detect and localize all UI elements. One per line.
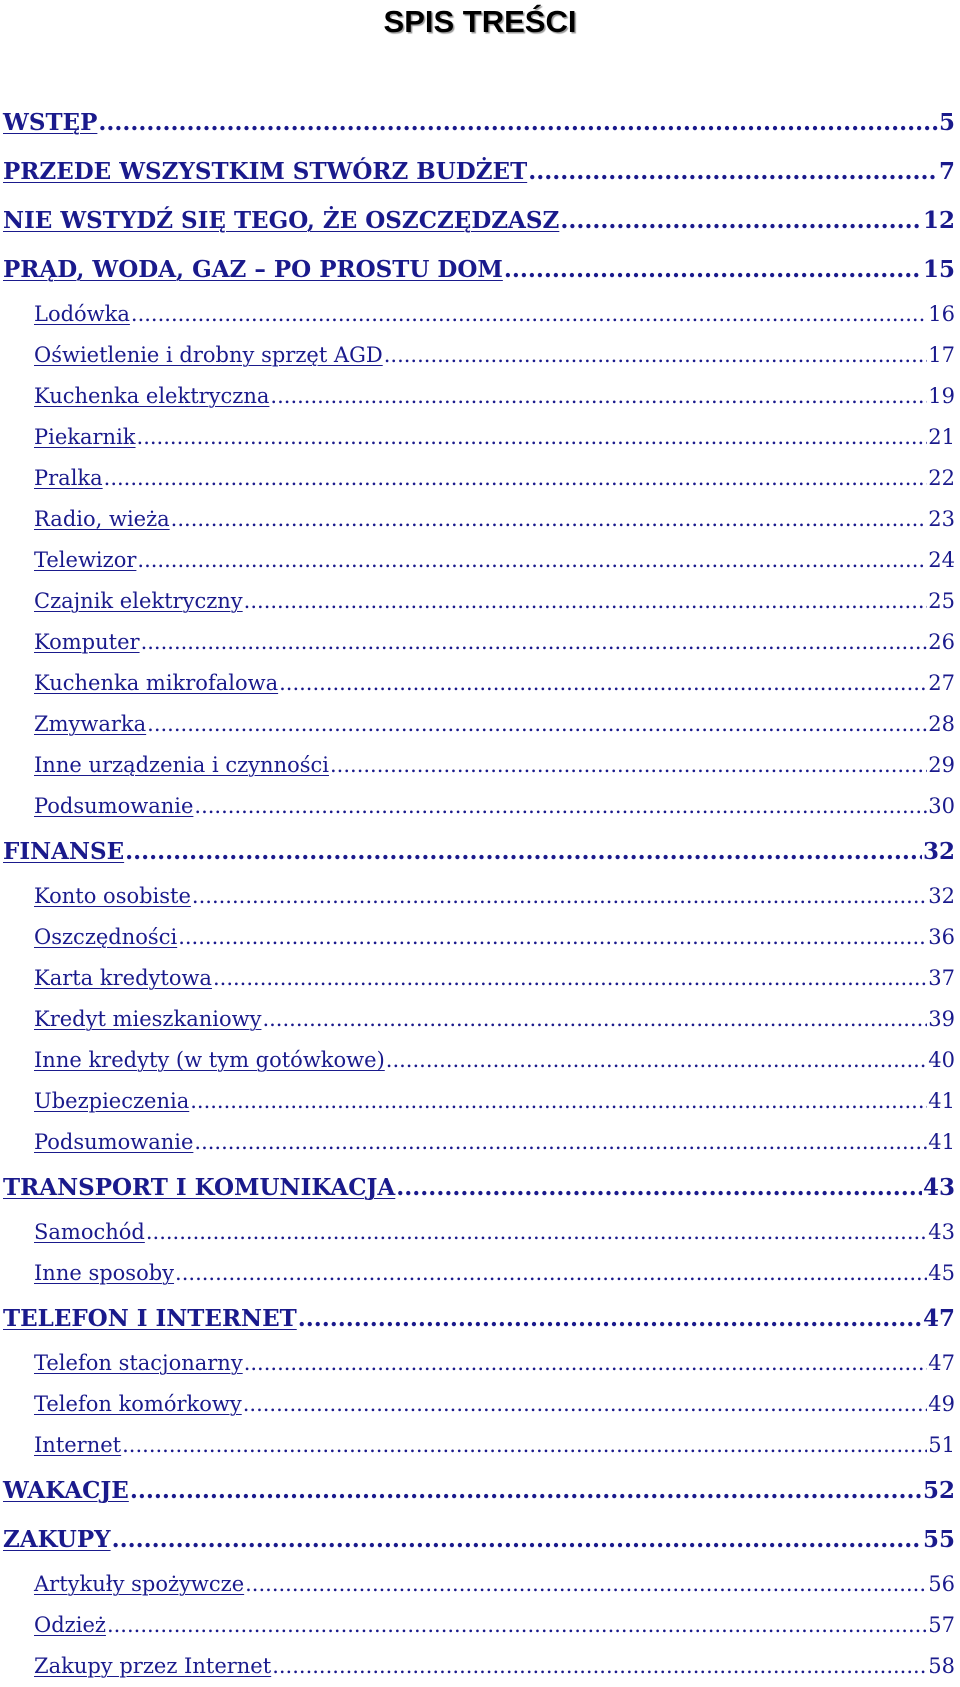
dot-leader	[141, 622, 928, 663]
dot-leader	[190, 1081, 927, 1122]
dot-leader	[262, 999, 927, 1040]
toc-page-number: 57	[928, 1613, 955, 1637]
toc-entry-link[interactable]: Artykuły spożywcze	[34, 1572, 245, 1596]
toc-section-entry[interactable]	[0, 786, 960, 827]
toc-section-entry[interactable]	[0, 876, 960, 917]
toc-entry-link[interactable]: Komputer	[34, 630, 140, 654]
dot-leader	[107, 1605, 927, 1646]
dot-leader	[194, 1122, 927, 1163]
toc-page-number: 30	[928, 794, 955, 818]
toc-page-number: 15	[922, 256, 955, 283]
toc-entry-link[interactable]: ZAKUPY	[3, 1526, 111, 1553]
toc-page-number: 24	[928, 548, 955, 572]
toc-page-number: 27	[928, 671, 955, 695]
toc-entry-link[interactable]: Piekarnik	[34, 425, 136, 449]
toc-entry-link[interactable]: PRZEDE WSZYSTKIM STWÓRZ BUDŻET	[3, 158, 528, 185]
toc-page-number: 29	[928, 753, 955, 777]
toc-entry-link[interactable]: Kredyt mieszkaniowy	[34, 1007, 262, 1031]
dot-leader	[386, 1040, 928, 1081]
toc-entry-link[interactable]: WSTĘP	[3, 109, 98, 136]
toc-entry-link[interactable]: TELEFON I INTERNET	[3, 1305, 297, 1332]
dot-leader	[244, 581, 928, 622]
toc-entry-link[interactable]: Podsumowanie	[34, 794, 194, 818]
toc-entry-link[interactable]: Oświetlenie i drobny sprzęt AGD	[34, 343, 383, 367]
toc-page-number: 58	[928, 1654, 955, 1678]
dot-leader	[175, 1253, 927, 1294]
toc-section-entry[interactable]	[0, 1564, 960, 1605]
dot-leader	[130, 1466, 922, 1515]
dot-leader	[279, 663, 927, 704]
toc-chapter-entry[interactable]	[0, 827, 960, 876]
toc-entry-link[interactable]: Kuchenka elektryczna	[34, 384, 270, 408]
dot-leader	[112, 1515, 922, 1564]
toc-entry-link[interactable]: Samochód	[34, 1220, 145, 1244]
dot-leader	[137, 540, 927, 581]
toc-section-entry[interactable]	[0, 1081, 960, 1122]
toc-chapter-entry[interactable]	[0, 196, 960, 245]
toc-entry-link[interactable]: Podsumowanie	[34, 1130, 194, 1154]
toc-section-entry[interactable]	[0, 663, 960, 704]
toc-section-entry[interactable]	[0, 917, 960, 958]
toc-entry-link[interactable]: Zakupy przez Internet	[34, 1654, 272, 1678]
toc-page-number: 41	[928, 1130, 955, 1154]
toc-page-number: 17	[928, 343, 955, 367]
toc-page-number: 47	[922, 1305, 955, 1332]
toc-entry-link[interactable]: Radio, wieża	[34, 507, 170, 531]
toc-entry-link[interactable]: Karta kredytowa	[34, 966, 212, 990]
page-title: SPIS TREŚCI	[383, 4, 577, 39]
toc-page-number: 47	[928, 1351, 955, 1375]
toc-entry-link[interactable]: Telefon komórkowy	[34, 1392, 242, 1416]
toc-chapter-entry[interactable]	[0, 1294, 960, 1343]
toc-chapter-entry[interactable]	[0, 1163, 960, 1212]
toc-page-number: 43	[922, 1174, 955, 1201]
toc-section-entry[interactable]	[0, 745, 960, 786]
toc-page-number: 55	[922, 1526, 955, 1553]
toc-section-entry[interactable]	[0, 622, 960, 663]
toc-page-number: 28	[928, 712, 955, 736]
toc-section-entry[interactable]	[0, 1212, 960, 1253]
toc-entry-link[interactable]: Kuchenka mikrofalowa	[34, 671, 279, 695]
dot-leader	[384, 335, 928, 376]
toc-page-number: 36	[928, 925, 955, 949]
toc-section-entry[interactable]	[0, 1040, 960, 1081]
dot-leader	[137, 417, 928, 458]
dot-leader	[244, 1343, 928, 1384]
toc-section-entry[interactable]	[0, 1122, 960, 1163]
toc-chapter-entry[interactable]	[0, 245, 960, 294]
toc-page-number: 23	[928, 507, 955, 531]
toc-entry-link[interactable]: Internet	[34, 1433, 122, 1457]
toc-section-entry[interactable]	[0, 958, 960, 999]
toc-page-number: 7	[938, 158, 955, 185]
dot-leader	[330, 745, 927, 786]
toc-section-entry[interactable]	[0, 335, 960, 376]
toc-page-number: 25	[928, 589, 955, 613]
toc-page-number: 5	[938, 109, 955, 136]
toc-entry-link[interactable]: NIE WSTYDŹ SIĘ TEGO, ŻE OSZCZĘDZASZ	[3, 207, 560, 234]
dot-leader	[104, 458, 928, 499]
dot-leader	[171, 499, 928, 540]
toc-section-entry[interactable]	[0, 1605, 960, 1646]
dot-leader	[213, 958, 927, 999]
dot-leader	[560, 196, 922, 245]
dot-leader	[504, 245, 922, 294]
toc-page-number: 49	[928, 1392, 955, 1416]
toc-section-entry[interactable]	[0, 458, 960, 499]
dot-leader	[147, 704, 927, 745]
toc-page-number: 52	[922, 1477, 955, 1504]
toc-entry-link[interactable]: Telefon stacjonarny	[34, 1351, 243, 1375]
dot-leader	[122, 1425, 927, 1466]
dot-leader	[528, 147, 938, 196]
dot-leader	[146, 1212, 927, 1253]
toc-entry-link[interactable]: Konto osobiste	[34, 884, 191, 908]
dot-leader	[298, 1294, 922, 1343]
toc-entry-link[interactable]: Zmywarka	[34, 712, 147, 736]
toc-section-entry[interactable]	[0, 417, 960, 458]
toc-page-number: 16	[928, 302, 955, 326]
toc-entry-link[interactable]: Czajnik elektryczny	[34, 589, 243, 613]
toc-entry-link[interactable]: PRĄD, WODA, GAZ – PO PROSTU DOM	[3, 256, 503, 283]
toc-chapter-entry[interactable]	[0, 98, 960, 147]
toc-section-entry[interactable]	[0, 499, 960, 540]
toc-page-number: 51	[928, 1433, 955, 1457]
toc-page-number: 37	[928, 966, 955, 990]
toc-page-number: 12	[922, 207, 955, 234]
dot-leader	[270, 376, 927, 417]
toc-entry-link[interactable]: Inne urządzenia i czynności	[34, 753, 329, 777]
toc-section-entry[interactable]	[0, 1253, 960, 1294]
toc-entry-link[interactable]: Oszczędności	[34, 925, 178, 949]
dot-leader	[243, 1384, 928, 1425]
dot-leader	[272, 1646, 927, 1687]
table-of-contents	[0, 98, 960, 1687]
toc-section-entry[interactable]	[0, 999, 960, 1040]
toc-page-number: 39	[928, 1007, 955, 1031]
toc-entry-link[interactable]: Inne sposoby	[34, 1261, 175, 1285]
dot-leader	[192, 876, 927, 917]
toc-chapter-entry[interactable]	[0, 1466, 960, 1515]
toc-page-number: 45	[928, 1261, 955, 1285]
toc-entry-link[interactable]: Pralka	[34, 466, 103, 490]
toc-entry-link[interactable]: Lodówka	[34, 302, 130, 326]
toc-page-number: 43	[928, 1220, 955, 1244]
toc-section-entry[interactable]	[0, 581, 960, 622]
dot-leader	[245, 1564, 927, 1605]
toc-page-number: 40	[928, 1048, 955, 1072]
toc-page-number: 19	[928, 384, 955, 408]
toc-section-entry[interactable]	[0, 1425, 960, 1466]
toc-entry-link[interactable]: WAKACJE	[3, 1477, 129, 1504]
dot-leader	[194, 786, 927, 827]
toc-entry-link[interactable]: Inne kredyty (w tym gotówkowe)	[34, 1048, 385, 1072]
toc-section-entry[interactable]	[0, 1343, 960, 1384]
toc-entry-link[interactable]: FINANSE	[3, 838, 125, 865]
toc-chapter-entry[interactable]	[0, 147, 960, 196]
toc-page-number: 21	[928, 425, 955, 449]
toc-chapter-entry[interactable]	[0, 1515, 960, 1564]
toc-page-number: 32	[922, 838, 955, 865]
toc-entry-link[interactable]: Telewizor	[34, 548, 137, 572]
toc-section-entry[interactable]	[0, 1646, 960, 1687]
toc-section-entry[interactable]	[0, 540, 960, 581]
toc-entry-link[interactable]: Ubezpieczenia	[34, 1089, 190, 1113]
toc-page-number: 26	[928, 630, 955, 654]
dot-leader	[178, 917, 927, 958]
dot-leader	[131, 294, 927, 335]
dot-leader	[396, 1163, 922, 1212]
dot-leader	[98, 98, 938, 147]
toc-section-entry[interactable]	[0, 376, 960, 417]
toc-page-number: 32	[928, 884, 955, 908]
toc-entry-link[interactable]: Odzież	[34, 1613, 106, 1637]
toc-section-entry[interactable]	[0, 704, 960, 745]
dot-leader	[125, 827, 922, 876]
toc-section-entry[interactable]	[0, 294, 960, 335]
toc-entry-link[interactable]: TRANSPORT I KOMUNIKACJA	[3, 1174, 396, 1201]
toc-page-number: 41	[928, 1089, 955, 1113]
toc-page-number: 56	[928, 1572, 955, 1596]
toc-page-number: 22	[928, 466, 955, 490]
toc-section-entry[interactable]	[0, 1384, 960, 1425]
